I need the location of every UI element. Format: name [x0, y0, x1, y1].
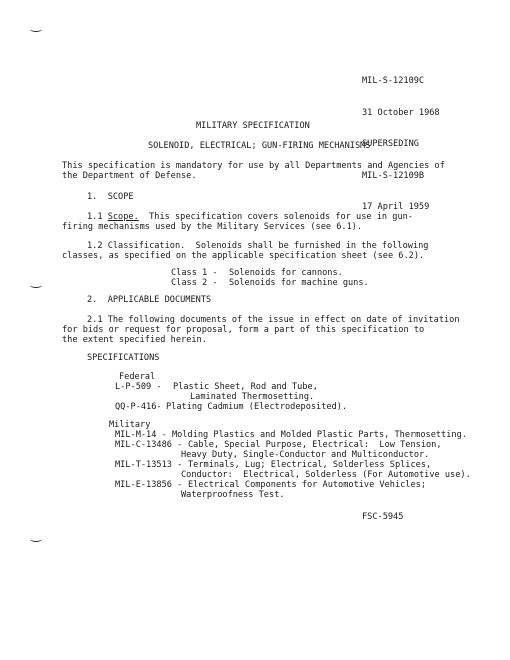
class-2-desc: Solenoids for machine guns. — [229, 278, 369, 288]
class-2-label: Class 2 - — [171, 278, 218, 288]
class-1-label: Class 1 - — [171, 268, 218, 278]
superseded-doc-number: MIL-S-12109B — [362, 170, 425, 181]
page-title: MILITARY SPECIFICATION — [196, 121, 310, 131]
military-item-title: Molding Plastics and Molded Plastic Parts, Thermosetting. — [172, 430, 467, 440]
military-item-id: MIL-M-14 - — [115, 430, 167, 440]
military-item-title: Electrical Components for Automotive Vehicles; — [188, 480, 426, 490]
page-subtitle: SOLENOID, ELECTRICAL; GUN-FIRING MECHANISMS — [148, 141, 371, 151]
military-heading: Military — [109, 420, 151, 430]
fsc-code: FSC-5945 — [362, 512, 404, 522]
military-item-title: Cable, Special Purpose, Electrical: Low Tension, — [188, 440, 442, 450]
paragraph-1-1-text: This specification covers solenoids for use in gun- — [138, 212, 413, 222]
paragraph-1-1-number: 1.1 — [87, 212, 108, 222]
superseded-doc-date: 17 April 1959 — [362, 202, 430, 212]
paragraph-2-1-line-3: the extent specified herein. — [62, 335, 207, 345]
paragraph-1-2-line-1: 1.2 Classification. Solenoids shall be furnished in the following — [87, 241, 429, 251]
binder-hole-mark-middle — [30, 282, 42, 288]
binder-hole-mark-top — [30, 26, 42, 32]
military-item-title-cont: Heavy Duty, Single-Conductor and Multiconductor. — [181, 450, 430, 460]
document-id-block — [362, 55, 440, 223]
intro-line-2: the Department of Defense. — [62, 171, 197, 181]
paragraph-2-1-line-1: 2.1 The following documents of the issue in effect on date of invitation — [87, 315, 460, 325]
specifications-heading: SPECIFICATIONS — [87, 353, 160, 363]
section-2-heading: 2. APPLICABLE DOCUMENTS — [87, 295, 212, 305]
section-1-heading: 1. SCOPE — [87, 192, 134, 202]
doc-number: MIL-S-12109C — [362, 76, 425, 86]
superseding-label: SUPERSEDING — [362, 139, 419, 149]
military-item-title-cont: Conductor: Electrical, Solderless (For Automotive use). — [181, 470, 471, 480]
federal-item-id: L-P-509 - — [115, 382, 162, 392]
paragraph-1-2-line-2: classes, as specified on the applicable specification sheet (see 6.2). — [62, 251, 425, 261]
paragraph-1-1-line-2: firing mechanisms used by the Military Services (see 6.1). — [62, 222, 363, 232]
doc-date: 31 October 1968 — [362, 107, 440, 118]
paragraph-1-1-line-1 — [87, 212, 413, 223]
federal-item-id: QQ-P-416- — [115, 402, 162, 412]
paragraph-1-1-heading: Scope. — [107, 212, 139, 222]
military-item-id: MIL-E-13856 - — [115, 480, 183, 490]
federal-item-title: Plastic Sheet, Rod and Tube, — [173, 382, 318, 392]
intro-line-1: This specification is mandatory for use by all Departments and Agencies of — [62, 161, 445, 171]
federal-item-title: Plating Cadmium (Electrodeposited). — [166, 402, 348, 412]
military-item-id: MIL-C-13486 - — [115, 440, 183, 450]
paragraph-2-1-line-2: for bids or request for proposal, form a part of this specification to — [62, 325, 425, 335]
binder-hole-mark-bottom — [30, 536, 42, 542]
military-item-title-cont: Waterproofness Test. — [181, 490, 285, 500]
class-1-desc: Solenoids for cannons. — [229, 268, 343, 278]
military-item-id: MIL-T-13513 - — [115, 460, 183, 470]
federal-heading: Federal — [119, 372, 156, 382]
military-item-title: Terminals, Lug; Electrical, Solderless Splices, — [188, 460, 432, 470]
federal-item-title-cont: Laminated Thermosetting. — [190, 392, 315, 402]
